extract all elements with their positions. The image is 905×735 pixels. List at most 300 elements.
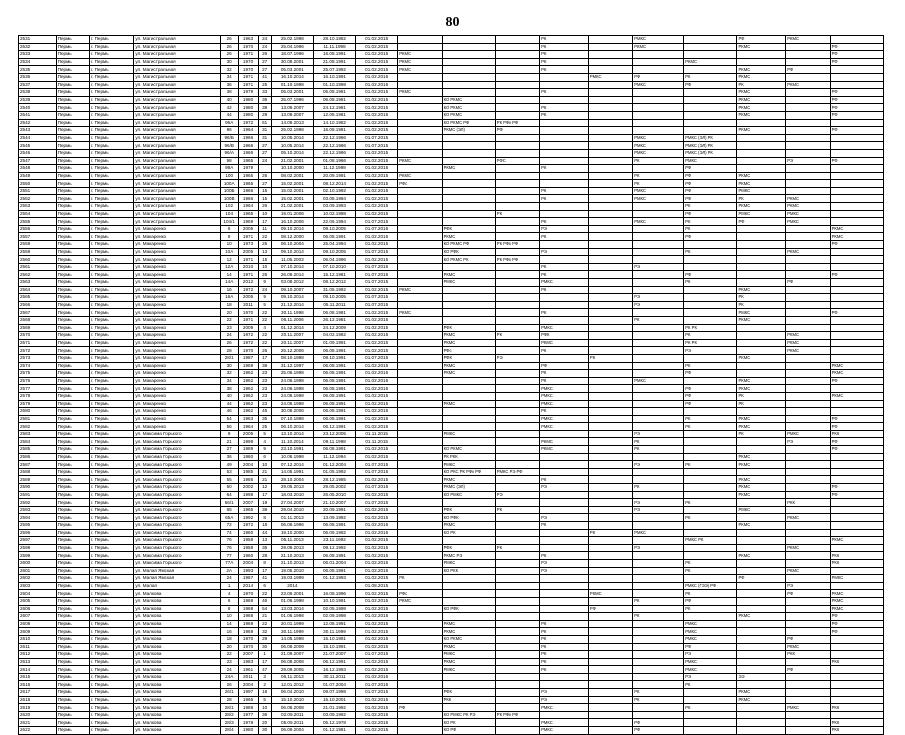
table-cell-b <box>442 704 495 712</box>
table-cell-a <box>398 187 442 195</box>
table-cell-city2: г. Пермь <box>89 271 133 279</box>
table-cell-year: 1985 <box>238 476 258 484</box>
table-cell-d2: 06.08.1991 <box>313 362 355 370</box>
table-cell-n: 2559 <box>19 248 57 256</box>
table-cell-d1: 15.02.2001 <box>271 180 313 188</box>
table-row <box>19 522 884 530</box>
table-cell-h <box>737 248 786 256</box>
table-cell-city: Пермь <box>56 104 89 112</box>
table-cell-f <box>633 241 684 249</box>
table-cell-h <box>737 727 786 735</box>
table-cell-c <box>495 294 539 302</box>
table-cell-d1: 27.04.2007 <box>271 499 313 507</box>
table-cell-year: 1998 <box>238 491 258 499</box>
table-cell-j: РФ <box>830 446 883 454</box>
table-cell-n: 2602 <box>19 575 57 583</box>
table-cell-a <box>398 711 442 719</box>
table-cell-g <box>684 544 737 552</box>
table-cell-street: ул. Малкова <box>134 719 221 727</box>
table-cell-f <box>633 279 684 287</box>
table-cell-j: РФ <box>830 157 883 165</box>
table-cell-d2: 22.12.1966 <box>313 142 355 150</box>
table-cell-year: 2012 <box>238 279 258 287</box>
table-cell-d1: 29.09.2005 <box>271 666 313 674</box>
table-cell-city: Пермь <box>56 127 89 135</box>
table-cell-d: РК <box>540 666 589 674</box>
table-cell-f <box>633 248 684 256</box>
table-cell-g <box>684 529 737 537</box>
table-cell-g: РК РК <box>684 339 737 347</box>
table-cell-e <box>588 643 632 651</box>
table-cell-i <box>786 476 830 484</box>
table-cell-city: Пермь <box>56 324 89 332</box>
table-cell-h <box>737 628 786 636</box>
table-cell-d1: 18.07.1996 <box>271 51 313 59</box>
table-cell-floors: 21 <box>258 468 271 476</box>
table-cell-d1: 15.10.2010 <box>271 696 313 704</box>
table-cell-g: РМКС <box>684 658 737 666</box>
table-row <box>19 476 884 484</box>
table-cell-n: 2570 <box>19 332 57 340</box>
table-cell-d: РМКС <box>540 727 589 735</box>
table-cell-house: 6 <box>220 597 238 605</box>
table-cell-city: Пермь <box>56 89 89 97</box>
table-cell-g <box>684 491 737 499</box>
table-cell-i <box>786 385 830 393</box>
table-cell-d3: 01.07.2015 <box>356 142 398 150</box>
table-cell-b: РКМС <box>442 628 495 636</box>
table-cell-d: РК <box>540 233 589 241</box>
table-cell-h <box>737 149 786 157</box>
table-cell-g: РФ <box>684 385 737 393</box>
table-cell-b: РКМС РЭ <box>442 552 495 560</box>
table-cell-street: ул. Магистральная <box>134 210 221 218</box>
table-cell-a <box>398 36 442 44</box>
table-cell-d: РЭ <box>540 225 589 233</box>
table-cell-city: Пермь <box>56 651 89 659</box>
table-cell-e <box>588 127 632 135</box>
table-cell-g <box>684 719 737 727</box>
table-cell-city2: г. Пермь <box>89 575 133 583</box>
table-cell-d: РК <box>540 286 589 294</box>
table-cell-d2: 07.10.2010 <box>313 263 355 271</box>
table-cell-street: ул. Малкова <box>134 666 221 674</box>
table-cell-g <box>684 96 737 104</box>
table-cell-city2: г. Пермь <box>89 66 133 74</box>
table-row <box>19 370 884 378</box>
table-cell-g <box>684 294 737 302</box>
table-cell-year: 1969 <box>238 620 258 628</box>
table-cell-f <box>633 415 684 423</box>
table-cell-city2: г. Пермь <box>89 484 133 492</box>
table-cell-year: 1977 <box>238 711 258 719</box>
table-cell-b: РМКС <box>442 651 495 659</box>
table-cell-h: РМКС <box>737 187 786 195</box>
table-cell-a <box>398 628 442 636</box>
table-cell-city: Пермь <box>56 58 89 66</box>
table-cell-j <box>830 468 883 476</box>
table-cell-d3: 01.02.2015 <box>356 43 398 51</box>
table-cell-d1: 10.10.2000 <box>271 165 313 173</box>
table-cell-n: 2622 <box>19 727 57 735</box>
table-cell-n: 2593 <box>19 506 57 514</box>
table-cell-d <box>540 681 589 689</box>
table-cell-street: ул. Максима Горького <box>134 506 221 514</box>
table-cell-g <box>684 104 737 112</box>
table-cell-n: 2561 <box>19 263 57 271</box>
table-cell-g: РК <box>684 362 737 370</box>
table-cell-d1: 30.11.1999 <box>271 628 313 636</box>
table-cell-f <box>633 582 684 590</box>
table-cell-city2: г. Пермь <box>89 96 133 104</box>
table-cell-year: 1969 <box>238 628 258 636</box>
table-cell-c <box>495 43 539 51</box>
table-cell-i <box>786 605 830 613</box>
table-cell-d1: 21.10.2013 <box>271 552 313 560</box>
table-cell-i <box>786 597 830 605</box>
table-cell-year: 2007 <box>238 651 258 659</box>
table-cell-e <box>588 438 632 446</box>
table-cell-floors: 11 <box>258 225 271 233</box>
table-cell-c <box>495 476 539 484</box>
table-cell-a: РКМС <box>398 597 442 605</box>
table-cell-house: 44 <box>220 111 238 119</box>
table-cell-n: 2604 <box>19 590 57 598</box>
table-cell-floors: 36 <box>258 96 271 104</box>
table-cell-city: Пермь <box>56 499 89 507</box>
table-cell-h <box>737 468 786 476</box>
table-cell-floors: 12 <box>258 484 271 492</box>
table-cell-h <box>737 225 786 233</box>
table-cell-d2: 30.11.2011 <box>313 673 355 681</box>
table-cell-g: РФ <box>684 392 737 400</box>
table-cell-d2: 01.12.1981 <box>313 727 355 735</box>
table-cell-b <box>442 210 495 218</box>
table-cell-f <box>633 233 684 241</box>
table-row <box>19 111 884 119</box>
table-cell-d3: 01.11.2015 <box>356 430 398 438</box>
table-cell-year: 1966 <box>238 195 258 203</box>
table-cell-g <box>684 51 737 59</box>
table-cell-city2: г. Пермь <box>89 210 133 218</box>
table-cell-year: 2004 <box>238 461 258 469</box>
table-body <box>19 36 884 735</box>
table-cell-e <box>588 385 632 393</box>
table-cell-d3: 01.02.2015 <box>356 537 398 545</box>
table-cell-f: РМКС <box>633 81 684 89</box>
table-cell-f <box>633 400 684 408</box>
table-cell-city2: г. Пермь <box>89 385 133 393</box>
table-cell-i <box>786 51 830 59</box>
table-cell-h <box>737 438 786 446</box>
table-cell-n: 2547 <box>19 157 57 165</box>
table-cell-city2: г. Пермь <box>89 58 133 66</box>
table-cell-d1: 09.10.2014 <box>271 294 313 302</box>
table-cell-d1: 25.12.2006 <box>271 347 313 355</box>
table-cell-n: 2603 <box>19 582 57 590</box>
table-cell-d2: 24.12.2009 <box>313 324 355 332</box>
table-cell-e <box>588 286 632 294</box>
table-cell-j <box>830 544 883 552</box>
table-cell-g <box>684 66 737 74</box>
table-cell-year: 1962 <box>238 385 258 393</box>
table-cell-g: РЭ <box>684 651 737 659</box>
table-cell-floors: 15 <box>258 256 271 264</box>
table-row <box>19 689 884 697</box>
table-cell-d: РЭ <box>540 696 589 704</box>
table-cell-c <box>495 134 539 142</box>
table-cell-g: РМКС (ГЭЭ) РФ <box>684 582 737 590</box>
table-cell-a: РКМС <box>398 286 442 294</box>
table-cell-i: РЭ <box>786 157 830 165</box>
table-cell-d3: 01.07.2015 <box>356 271 398 279</box>
table-cell-floors: 5 <box>258 696 271 704</box>
table-cell-d2: 06.08.1991 <box>313 370 355 378</box>
table-cell-g: РК <box>684 248 737 256</box>
table-cell-city2: г. Пермь <box>89 453 133 461</box>
table-cell-c <box>495 514 539 522</box>
table-cell-b: КО РМКС <box>442 491 495 499</box>
table-cell-j: РКК <box>830 658 883 666</box>
table-cell-d1: 06.10.2004 <box>271 241 313 249</box>
table-cell-e <box>588 620 632 628</box>
table-cell-i: РКМС <box>786 544 830 552</box>
table-cell-d1: 29.04.2010 <box>271 506 313 514</box>
table-row <box>19 423 884 431</box>
table-row <box>19 385 884 393</box>
table-cell-year: 1965 <box>238 172 258 180</box>
table-cell-j <box>830 165 883 173</box>
table-cell-d: РК <box>540 43 589 51</box>
table-cell-a <box>398 453 442 461</box>
table-cell-house: 55 <box>220 476 238 484</box>
table-cell-city: Пермь <box>56 468 89 476</box>
table-row <box>19 468 884 476</box>
table-cell-year: 2007 <box>238 499 258 507</box>
table-cell-e <box>588 430 632 438</box>
table-cell-d1: 14.05.1998 <box>271 635 313 643</box>
table-cell-street: ул. Малая Ямская <box>134 567 221 575</box>
table-cell-h: РКМС <box>737 66 786 74</box>
table-cell-a <box>398 423 442 431</box>
table-cell-e <box>588 446 632 454</box>
table-cell-c <box>495 233 539 241</box>
table-cell-house: 98 <box>220 157 238 165</box>
table-cell-d3: 01.07.2015 <box>356 681 398 689</box>
table-cell-a <box>398 522 442 530</box>
table-cell-j: РФ <box>830 415 883 423</box>
table-cell-j <box>830 354 883 362</box>
table-cell-e <box>588 400 632 408</box>
table-cell-house: 23 <box>220 324 238 332</box>
table-cell-floors: 5 <box>258 301 271 309</box>
table-cell-n: 2615 <box>19 673 57 681</box>
table-cell-street: ул. Малкова <box>134 673 221 681</box>
table-cell-f: РК <box>633 316 684 324</box>
table-cell-e <box>588 195 632 203</box>
table-cell-d1: 14.09.2013 <box>271 119 313 127</box>
table-cell-a: РФс <box>398 180 442 188</box>
table-cell-n: 2578 <box>19 392 57 400</box>
table-cell-b: КО РКК <box>442 567 495 575</box>
table-cell-floors: 5 <box>258 430 271 438</box>
table-cell-e: РМКС <box>588 73 632 81</box>
table-cell-a <box>398 377 442 385</box>
table-cell-d2: 11.12.1998 <box>313 165 355 173</box>
table-cell-a <box>398 559 442 567</box>
table-cell-g: РМКС <box>684 666 737 674</box>
table-cell-g <box>684 522 737 530</box>
table-cell-street: ул. Малкова <box>134 704 221 712</box>
table-cell-floors: 2 <box>258 681 271 689</box>
table-cell-g <box>684 711 737 719</box>
table-cell-j <box>830 263 883 271</box>
table-cell-a <box>398 658 442 666</box>
table-cell-street: ул. Максима Горького <box>134 544 221 552</box>
table-cell-h <box>737 499 786 507</box>
table-cell-d2: 08.12.2012 <box>313 279 355 287</box>
table-cell-d2: 28.12.1985 <box>313 476 355 484</box>
table-cell-city: Пермь <box>56 575 89 583</box>
table-cell-d2: 30.11.1999 <box>313 628 355 636</box>
table-cell-a <box>398 727 442 735</box>
table-cell-floors: 9 <box>258 446 271 454</box>
table-cell-g: РК <box>684 332 737 340</box>
table-cell-e <box>588 203 632 211</box>
table-cell-year: 1968 <box>238 597 258 605</box>
table-cell-city2: г. Пермь <box>89 537 133 545</box>
table-cell-d: РФК <box>540 332 589 340</box>
table-cell-floors: 18 <box>258 522 271 530</box>
table-cell-floors: 26 <box>258 172 271 180</box>
table-cell-d: РМКС <box>540 279 589 287</box>
table-cell-d2: 31.05.1992 <box>313 286 355 294</box>
table-cell-e <box>588 339 632 347</box>
table-cell-b: РКМС <box>442 165 495 173</box>
table-cell-city2: г. Пермь <box>89 597 133 605</box>
table-cell-house: 96/А <box>220 149 238 157</box>
table-cell-j <box>830 324 883 332</box>
table-cell-i <box>786 134 830 142</box>
table-cell-floors: 26 <box>258 203 271 211</box>
table-cell-year: 1960 <box>238 529 258 537</box>
table-cell-a <box>398 666 442 674</box>
table-cell-j <box>830 218 883 226</box>
table-cell-street: ул. Макаренко <box>134 316 221 324</box>
table-cell-d2: 01.12.1993 <box>313 575 355 583</box>
table-cell-c <box>495 73 539 81</box>
table-cell-street: ул. Макаренко <box>134 309 221 317</box>
table-cell-year: 1962 <box>238 392 258 400</box>
table-cell-a: РКМС <box>398 66 442 74</box>
table-cell-b <box>442 134 495 142</box>
table-cell-b <box>442 172 495 180</box>
table-cell-h <box>737 651 786 659</box>
table-cell-d3: 01.02.2015 <box>356 119 398 127</box>
table-cell-e: РФ <box>588 605 632 613</box>
table-cell-city2: г. Пермь <box>89 119 133 127</box>
table-cell-e <box>588 559 632 567</box>
table-cell-d <box>540 582 589 590</box>
table-cell-n: 2544 <box>19 134 57 142</box>
table-cell-j <box>830 567 883 575</box>
table-cell-d2: 01.05.1992 <box>313 468 355 476</box>
table-cell-f <box>633 309 684 317</box>
table-cell-c <box>495 643 539 651</box>
table-cell-house: 66/1 <box>220 499 238 507</box>
table-cell-house: 65А <box>220 514 238 522</box>
table-cell-i <box>786 294 830 302</box>
table-cell-i: РКМС <box>786 81 830 89</box>
table-cell-f: РФ <box>633 73 684 81</box>
table-cell-floors: 41 <box>258 575 271 583</box>
table-cell-d2: 06.08.1991 <box>313 446 355 454</box>
table-cell-floors: 10 <box>258 263 271 271</box>
table-cell-e <box>588 58 632 66</box>
table-cell-a <box>398 514 442 522</box>
table-cell-year: 1998 <box>238 438 258 446</box>
table-cell-e <box>588 180 632 188</box>
table-cell-house: 96 <box>220 127 238 135</box>
table-cell-d3: 01.07.2015 <box>356 354 398 362</box>
table-cell-a <box>398 339 442 347</box>
table-cell-d1: 05.03.2001 <box>271 89 313 97</box>
table-cell-g: РК <box>684 704 737 712</box>
table-cell-house: 26 <box>220 51 238 59</box>
table-cell-d3: 01.02.2015 <box>356 324 398 332</box>
table-cell-f <box>633 423 684 431</box>
table-cell-f: РФ <box>633 727 684 735</box>
table-cell-street: ул. Малая Ямская <box>134 575 221 583</box>
table-cell-city: Пермь <box>56 233 89 241</box>
table-cell-h: РМКС <box>737 506 786 514</box>
table-cell-c <box>495 149 539 157</box>
table-cell-street: ул. Магистральная <box>134 119 221 127</box>
table-cell-n: 2609 <box>19 628 57 636</box>
table-cell-i <box>786 506 830 514</box>
table-cell-h <box>737 324 786 332</box>
table-cell-g <box>684 316 737 324</box>
table-cell-c <box>495 286 539 294</box>
table-cell-d: РКМС <box>540 446 589 454</box>
table-cell-b: КО РФК <box>442 514 495 522</box>
table-cell-c <box>495 377 539 385</box>
table-cell-city: Пермь <box>56 111 89 119</box>
table-cell-street: ул. Макаренко <box>134 385 221 393</box>
table-cell-f <box>633 58 684 66</box>
table-cell-year: 1964 <box>238 423 258 431</box>
table-cell-c <box>495 559 539 567</box>
table-cell-g: РФ <box>684 172 737 180</box>
table-cell-floors: 9 <box>258 294 271 302</box>
table-cell-d2: 01.10.1998 <box>313 81 355 89</box>
table-cell-j: РКМС <box>830 370 883 378</box>
table-cell-a <box>398 127 442 135</box>
table-cell-year: 1970 <box>238 347 258 355</box>
table-cell-d2: 28.10.1982 <box>313 36 355 44</box>
table-cell-n: 2572 <box>19 347 57 355</box>
table-cell-e <box>588 628 632 636</box>
table-cell-city2: г. Пермь <box>89 727 133 735</box>
table-cell-city: Пермь <box>56 66 89 74</box>
table-cell-d2: 09.12.1992 <box>313 544 355 552</box>
table-cell-e <box>588 134 632 142</box>
table-cell-d <box>540 134 589 142</box>
table-cell-city2: г. Пермь <box>89 605 133 613</box>
table-cell-e <box>588 567 632 575</box>
table-cell-d1: 21.09.2007 <box>271 651 313 659</box>
table-cell-n: 2608 <box>19 620 57 628</box>
